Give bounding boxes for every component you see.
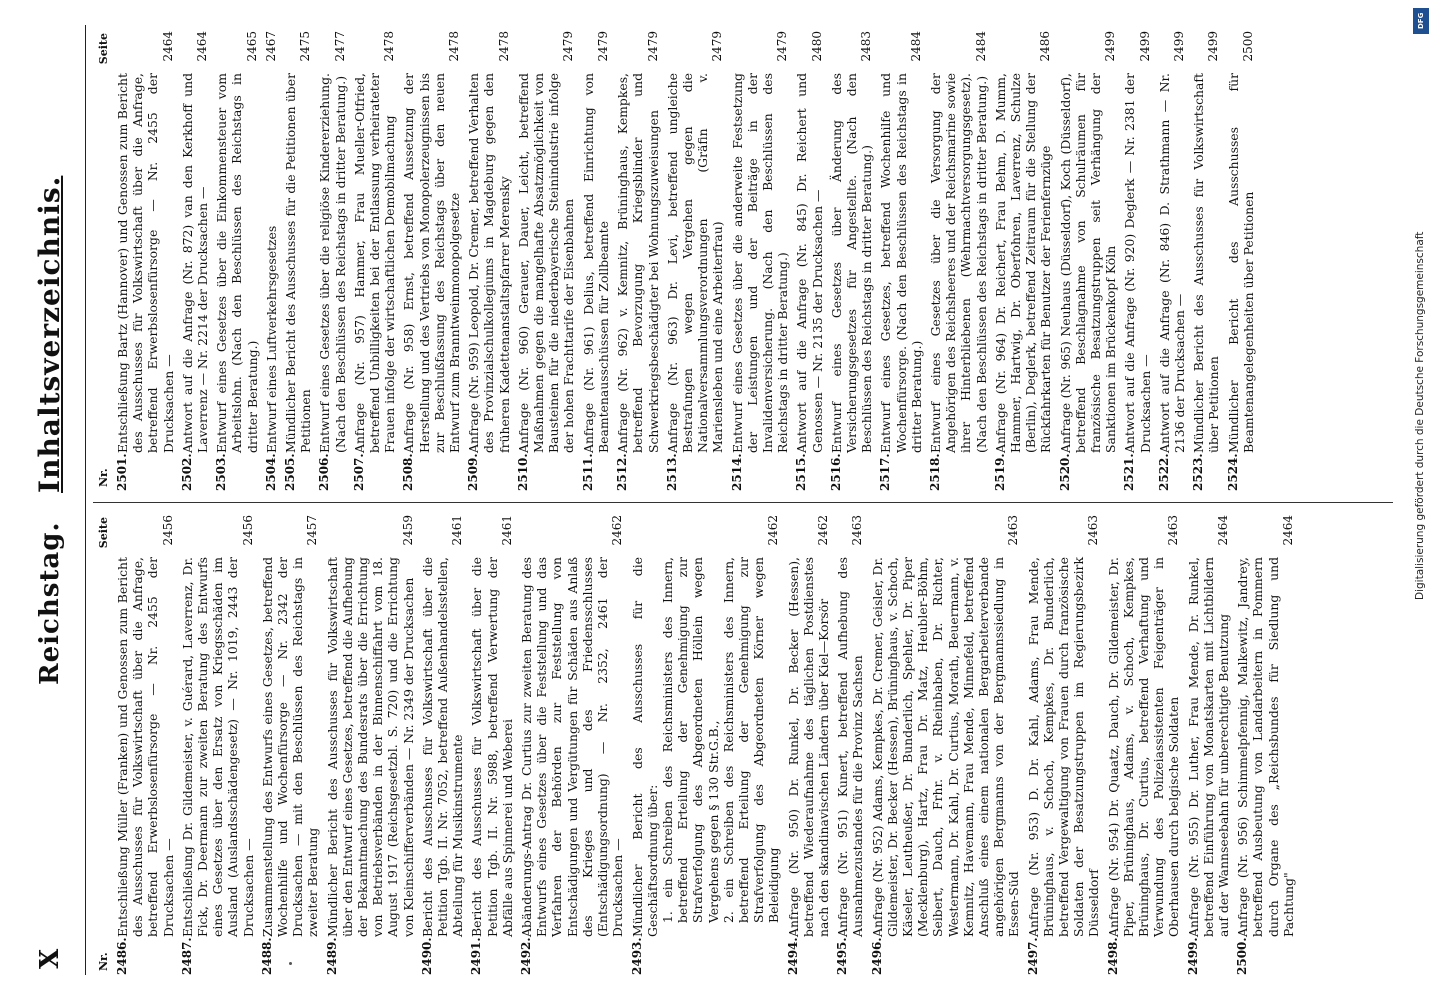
entry-page: 2478	[496, 31, 511, 62]
entry-number: 2524.	[1225, 453, 1240, 491]
entry-text: Entschließung Müller (Franken) und Genossen zum Bericht des Ausschusses für Volkswirtschaft über die Anfrage, betreffend Erwerbslosenfürsorge — Nr. 2455 der Drucksachen —	[115, 557, 176, 937]
entry-text: Anfrage (Nr. 952) Adams, Kempkes, Dr. Cremer, Geisler, Dr. Gildemeister, Dr. Becker (Hessen), Brüninghaus, v. Schoch, Käseler, Leutheußer, Dr. Bunderlich, Spehler, Dr. Piper (Mecklenburg), Hartz, Frau Dr. Matz, Heubler-Böhm, Seibert, Dauch, Frhr. v. Rheinbaben, Dr. Richter, Westermann, Dr. Kahl, Dr. Curtius, Morath, Beuermann, v. Kemnitz, Havemann, Frau Mende, Minnefeld, betreffend Anschluß eines einem nationalen Bergarbeiterverbande angehörigen Bergmanns von der Bergmannssiedlung in Essen-Süd	[869, 557, 1022, 937]
entry-number: 2488.	[259, 937, 274, 975]
entry-text: Anfrage (Nr. 959) Leopold, Dr. Cremer, betreffend Verhalten des Provinzialschulkollegiums in Magdeburg gegen den früheren Kadettenanstaltspfarrer Merensky	[466, 73, 512, 453]
entry-number: 2517.	[878, 453, 893, 491]
entry-page: 2463	[850, 515, 865, 546]
right-column-header	[93, 29, 115, 491]
entry-page: 2484	[908, 31, 923, 62]
index-entry	[581, 29, 611, 491]
entry-page: 2483	[859, 31, 874, 62]
index-entry	[264, 29, 279, 491]
index-entry	[786, 513, 832, 975]
entry-number: 2506.	[317, 453, 332, 491]
entry-text: Entschließung Dr. Gildemeister, v. Guérard, Laverrenz, Dr. Fick, Dr. Deermann zur zweiten Beratung des Entwurfs eines Gesetzes über den Ersatz von Kriegsschäden im Ausland (Auslandsschädengesetz) — Nr. 1019, 2443 der Drucksachen —	[179, 557, 256, 937]
entry-text: Bericht des Ausschusses für Volkswirtschaft über die Petition Tgb. II. Nr. 7052, betreffend Außenhandelsstellen, Abteilung für Musikinstrumente	[419, 557, 466, 937]
entry-text: Entwurf eines Gesetzes über die anderweite Festsetzung der Leistungen und der Beiträge in der Invalidenversicherung. (Nach den Beschlüssen des Reichstags in dritter Beratung.)	[729, 73, 791, 453]
entry-text: Anfrage (Nr. 951) Kunert, betreffend Aufhebung des Ausnahmezustandes für die Provinz Sachsen	[835, 557, 866, 937]
entry-text: Anfrage (Nr. 953) D. Dr. Kahl, Adams, Frau Mende, Brüninghaus, v. Schoch, Kempkes, Dr. Bunderlich, betreffend Vergewaltigung von Frauen durch französische Soldaten der Besatzungstruppen im Regierungsbezirk Düsseldorf	[1025, 557, 1102, 937]
index-entry	[519, 513, 625, 975]
entry-page: 2477	[332, 31, 347, 62]
entry-number: 2498.	[1105, 937, 1120, 975]
entry-number: 2509.	[466, 453, 481, 491]
entry-number: 2512.	[615, 453, 630, 491]
entry-number: 2495.	[835, 937, 850, 975]
entry-text: Antwort auf die Anfrage (Nr. 846) D. Strathmann — Nr. 2136 der Drucksachen —	[1156, 73, 1187, 453]
page-header	[27, 25, 86, 975]
scanned-page	[27, 25, 1407, 975]
entry-text: Anfrage (Nr. 956) Schimmelpfennig, Malkewitz, Jandrey, betreffend Ausbeutung von Landarbeitern in Pommern durch Organe des „Reichsbundes für Siedlung und Pachtung"	[1235, 557, 1296, 937]
index-entry	[352, 29, 398, 491]
entry-text: Entwurf eines Luftverkehrsgesetzes	[263, 225, 279, 453]
index-entry	[420, 513, 466, 975]
entry-text: Anfrage (Nr. 960) Gerauer, Dauer, Leicht, betreffend Maßnahmen gegen die mangelhafte Absatzmöglichkeit von Bausteinen für die niederbayerische Steinindustrie infolge der hohen Frachttarife der Eisenbahnen	[515, 73, 577, 453]
index-entry	[115, 513, 176, 975]
entry-page: 2464	[160, 31, 175, 62]
entry-number: 2500.	[1235, 937, 1250, 975]
index-entry	[516, 29, 577, 491]
digitization-credit: Digitalisierung gefördert durch die Deutsche Forschungsgemeinschaft	[1414, 231, 1426, 600]
entry-text: Anfrage (Nr. 954) Dr. Quaatz, Dauch, Dr. Gildemeister, Dr. Piper, Brüninghaus, Adams, v. Schoch, Kempkes, Brüninghaus, Dr. Curtius, betreffend Verhaftung und Verwundung des Polizeiassistenten Feigenträger in Oberhausen durch belgische Soldaten	[1105, 557, 1182, 937]
entry-page: 2499	[1206, 31, 1221, 62]
entry-page: 2463	[1006, 515, 1021, 546]
entry-number: 2516.	[828, 453, 843, 491]
entry-page: 2462	[766, 515, 781, 546]
entry-text: Entwurf eines Gesetzes über Änderung des Versicherungsgesetzes für Angestellte. (Nach den Beschlüssen des Reichstags in dritter Beratung.)	[828, 73, 875, 453]
nr-heading: Nr.	[97, 468, 110, 487]
entry-page: 2475	[298, 31, 313, 62]
index-entry	[615, 29, 661, 491]
left-column	[93, 513, 1300, 975]
entry-page: 2464	[1280, 515, 1295, 546]
entry-text: Entwurf eines Gesetzes über die religiöse Kindererziehung. (Nach den Beschlüssen des Reichstags in dritter Beratung.)	[317, 73, 348, 453]
entry-text: Anfrage (Nr. 958) Ernst, betreffend Aussetzung der Herstellung und des Vertriebs von Monopolerzeugnissen bis zur Beschlußfassung des Reichstags über den neuen Entwurf zum Branntweinmonopolgesetze	[401, 73, 463, 453]
index-entry	[115, 29, 176, 491]
entry-page: 2464	[195, 31, 210, 62]
entry-text: Zusammenstellung des Entwurfs eines Gesetzes, betreffend Wochenhilfe und Wochenfürsorge — Nr. 2342 der Drucksachen — mit den Beschlüssen des Reichstags in zweiter Beratung	[259, 557, 321, 937]
index-entry	[1106, 513, 1182, 975]
entry-page: 2456	[160, 515, 175, 546]
running-title: Reichstag.	[35, 521, 65, 685]
entry-page: 2479	[595, 31, 610, 62]
entry-number: 2520.	[1057, 453, 1072, 491]
entry-text: Entwurf eines Gesetzes über die Versorgung der Angehörigen des Reichsheeres und der Reichsmarine sowie ihrer Hinterbliebenen (Wehrmachtversorgungsgesetz). (Nach den Beschlüssen des Reichstags in dritter Beratung.)	[927, 73, 989, 453]
entry-number: 2486.	[115, 937, 129, 975]
entry-text: Mündlicher Bericht des Ausschusses für Volkswirtschaft über Petitionen	[1191, 73, 1222, 453]
entry-number: 2510.	[515, 453, 530, 491]
entry-text: Mündlicher Bericht des Ausschusses für die Petitionen über Petitionen	[283, 73, 314, 453]
index-entry	[214, 29, 260, 491]
entry-text: Antwort auf die Anfrage (Nr. 920) Deglerk — Nr. 2381 der Drucksachen —	[1122, 73, 1153, 453]
index-entry	[1226, 29, 1256, 491]
entry-page: 2486	[1038, 31, 1053, 62]
entry-text: Anfrage (Nr. 965) Neuhaus (Düsseldorf), Koch (Düsseldorf), betreffend Beschlagnahme von Schulräumen für französische Besatzungstruppen seit Verhängung der Sanktionen im Brückenkopf Köln	[1057, 73, 1119, 453]
index-entry	[1122, 29, 1152, 491]
entry-page: 2457	[305, 515, 320, 546]
entry-text: Entwurf eines Gesetzes, betreffend Wochenhilfe und Wochenfürsorge. (Nach den Beschlüssen des Reichstags in dritter Beratung.)	[878, 73, 924, 453]
index-entry	[665, 29, 726, 491]
index-entry	[1058, 29, 1119, 491]
entry-text: Mündlicher Bericht des Ausschusses für Beamtenangelegenheiten über Petitionen	[1225, 73, 1256, 453]
entry-text: Entschließung Bartz (Hannover) und Genossen zum Bericht des Ausschusses für Volkswirtschaft über die Anfrage, betreffend Erwerbslosenfürsorge — Nr. 2455 der Drucksachen —	[115, 73, 176, 453]
entry-page: 2463	[1086, 515, 1101, 546]
entry-page: 2459	[400, 515, 415, 546]
entry-text: Anfrage (Nr. 964) Dr. Reichert, Frau Behm, D. Mumm, Hammer, Hartwig, Dr. Oberfohren, Laverrenz, Schulze (Berlin), Deglerk, betreffend Zeitraum für die Stellung der Rückfahrkarten für Benutzer der Ferienfernzüge	[992, 73, 1054, 453]
index-entry	[180, 513, 256, 975]
entry-page: 2499	[1172, 31, 1186, 62]
index-entry	[730, 29, 791, 491]
index-entry	[1026, 513, 1102, 975]
index-entry	[325, 513, 416, 975]
seite-heading: Seite	[97, 33, 110, 65]
section-title: Inhaltsverzeichnis.	[33, 175, 66, 493]
right-column	[93, 29, 1260, 491]
entry-page: 2462	[815, 515, 830, 546]
entry-number: 2502.	[179, 453, 194, 491]
entry-text: Antwort auf die Anfrage (Nr. 872) van den Kerkhoff und Laverrenz — Nr. 2214 der Drucksachen —	[179, 73, 211, 453]
entry-number: 2489.	[324, 937, 339, 975]
entry-text: Mündlicher Bericht des Ausschusses für die Geschäftsordnung über:	[629, 557, 660, 937]
entry-page: 2479	[775, 31, 790, 62]
entry-number: 2503.	[214, 453, 229, 491]
entry-page: 2463	[1166, 515, 1181, 546]
dfg-logo: DFG	[1413, 8, 1429, 34]
entry-page: 2480	[809, 31, 824, 62]
index-entry	[401, 29, 462, 491]
entry-subitem: 2. ein Schreiben des Reichsministers des Innern, betreffend Erteilung der Genehmigung zur Strafverfolgung des Abgeordneten Körner wegen Beleidigung	[720, 557, 782, 923]
entry-text: Bericht des Ausschusses für Volkswirtschaft über die Petition Tgb. II. Nr. 5988, betreffend Verwertung der Abfälle aus Spinnerei und Weberei	[469, 557, 515, 937]
entry-number: 2487.	[179, 937, 194, 975]
index-entry	[1235, 513, 1296, 975]
entry-subitem: 1. ein Schreiben des Reichsministers des Innern, betreffend Erteilung der Genehmigung zur Strafverfolgung des Abgeordneten Höllein wegen Vergehens gegen § 130 Str.G.B.,	[659, 557, 721, 923]
entry-number: 2519.	[992, 453, 1007, 491]
entry-page: 2479	[645, 31, 660, 62]
entry-page: 2500	[1240, 31, 1255, 62]
index-entry	[794, 29, 824, 491]
entry-number: 2507.	[351, 453, 366, 491]
entry-number: 2521.	[1122, 453, 1137, 491]
entry-number: 2505.	[283, 453, 298, 491]
index-entry	[283, 29, 313, 491]
entry-page: 2484	[973, 31, 988, 62]
entry-number: 2508.	[401, 453, 416, 491]
entry-number: 2492.	[519, 937, 534, 975]
index-entry	[317, 29, 347, 491]
index-entry	[260, 513, 321, 975]
index-entry	[928, 29, 989, 491]
entry-page: 2456	[240, 515, 255, 546]
index-entry	[1186, 513, 1232, 975]
entry-number: 2499.	[1185, 937, 1200, 975]
left-column-header	[93, 513, 115, 975]
left-entry-list	[115, 513, 1296, 975]
index-entry	[870, 513, 1022, 975]
index-entry	[878, 29, 924, 491]
entry-text: Anfrage (Nr. 950) Dr. Runkel, Dr. Becker (Hessen), betreffend Wiederaufnahme des täglichen Postdienstes nach den skandinavischen Ländern über Kiel—Korsör	[785, 557, 831, 937]
entry-page: 2478	[447, 31, 462, 62]
right-entry-list	[115, 29, 1256, 491]
index-entry	[630, 513, 782, 975]
entry-page: 2499	[1137, 31, 1152, 62]
entry-page: 2467	[263, 31, 278, 62]
nr-heading: Nr.	[97, 952, 110, 971]
column-divider	[93, 502, 1393, 503]
entry-text: Entwurf eines Gesetzes über die Einkommensteuer vom Arbeitslohn. (Nach den Beschlüssen des Reichstags in dritter Beratung.)	[214, 73, 260, 453]
entry-number: 2496.	[869, 937, 884, 975]
entry-number: 2490.	[419, 937, 434, 975]
index-entry	[1191, 29, 1221, 491]
entry-number: 2518.	[927, 453, 942, 491]
index-entry	[180, 29, 210, 491]
entry-text: Anfrage (Nr. 957) Hammer, Frau Mueller-Otfried, betreffend Unbilligkeiten bei der Entlassung verheirateter Frauen infolge der wirtschaftlichen Demobilmachung	[351, 73, 398, 453]
entry-number: 2513.	[664, 453, 679, 491]
entry-number: 2497.	[1025, 937, 1040, 975]
index-entry	[993, 29, 1054, 491]
entry-page: 2461	[499, 515, 514, 546]
entry-number: 2522.	[1156, 453, 1171, 491]
entry-text: Mündlicher Bericht des Ausschusses für Volkswirtschaft über den Entwurf eines Gesetzes, betreffend die Aufhebung der Bekanntmachung des Bundesrats über die Errichtung von Betriebsverbänden in der Binnenschiffahrt vom 18. August 1917 (Reichsgesetzbl. S. 720) und die Errichtung von Kleinschifferverbänden — Nr. 2349 der Drucksachen	[324, 557, 416, 937]
entry-page: 2479	[710, 31, 725, 62]
entry-number: 2501.	[115, 453, 129, 491]
index-entry	[1157, 29, 1187, 491]
entry-page: 2464	[1216, 515, 1231, 546]
entry-page: 2461	[450, 515, 465, 546]
index-entry	[835, 513, 865, 975]
entry-text: Abänderungs-Antrag Dr. Curtius zur zweiten Beratung des Entwurfs eines Gesetzes über die Feststellung und das Verfahren der Behörden zur Feststellung von Entschädigungen und Vergütungen für Schäden aus Anlaß des Krieges und des Friedensschlusses (Entschädigungsordnung) — Nr. 2352, 2461 der Drucksachen —	[519, 557, 626, 937]
entry-number: 2504.	[263, 453, 278, 491]
entry-number: 2494.	[785, 937, 800, 975]
entry-text: Anfrage (Nr. 961) Delius, betreffend Einrichtung von Beamtenausschüssen für Zollbeamte	[580, 73, 611, 453]
entry-number: 2491.	[469, 937, 484, 975]
index-entry	[466, 29, 512, 491]
entry-number: 2511.	[580, 453, 595, 491]
seite-heading: Seite	[97, 517, 110, 549]
entry-page: 2478	[382, 31, 397, 62]
entry-text: Anfrage (Nr. 962) v. Kemnitz, Brüninghaus, Kempkes, betreffend Bevorzugung Kriegsblinder und Schwerkriegsbeschädigter bei Wohnungszuweisungen	[615, 73, 661, 453]
entry-page: 2462	[610, 515, 625, 546]
entry-text: Anfrage (Nr. 963) Dr. Levi, betreffend ungleiche Bestrafungen wegen Vergehen gegen die Nationalversammlungsverordnungen (Gräfin v. Mariensleben und eine Arbeiterfrau)	[664, 73, 726, 453]
entry-page: 2465	[244, 31, 259, 62]
page-number: X	[35, 948, 65, 969]
entry-number: 2515.	[794, 453, 809, 491]
entry-number: 2514.	[729, 453, 744, 491]
index-entry	[469, 513, 515, 975]
entry-text: Anfrage (Nr. 955) Dr. Luther, Frau Mende, Dr. Runkel, betreffend Einführung von Monatskarten mit Lichtbildern auf der Wannseebahn für unberechtigte Benutzung	[1185, 557, 1232, 937]
entry-page: 2479	[561, 31, 576, 62]
entry-page: 2499	[1103, 31, 1118, 62]
entry-number: 2523.	[1191, 453, 1206, 491]
entry-text: Antwort auf die Anfrage (Nr. 845) Dr. Reichert und Genossen — Nr. 2135 der Drucksachen —	[794, 73, 825, 453]
index-entry	[829, 29, 875, 491]
scan-speck	[289, 962, 292, 965]
entry-number: 2493.	[629, 937, 644, 975]
